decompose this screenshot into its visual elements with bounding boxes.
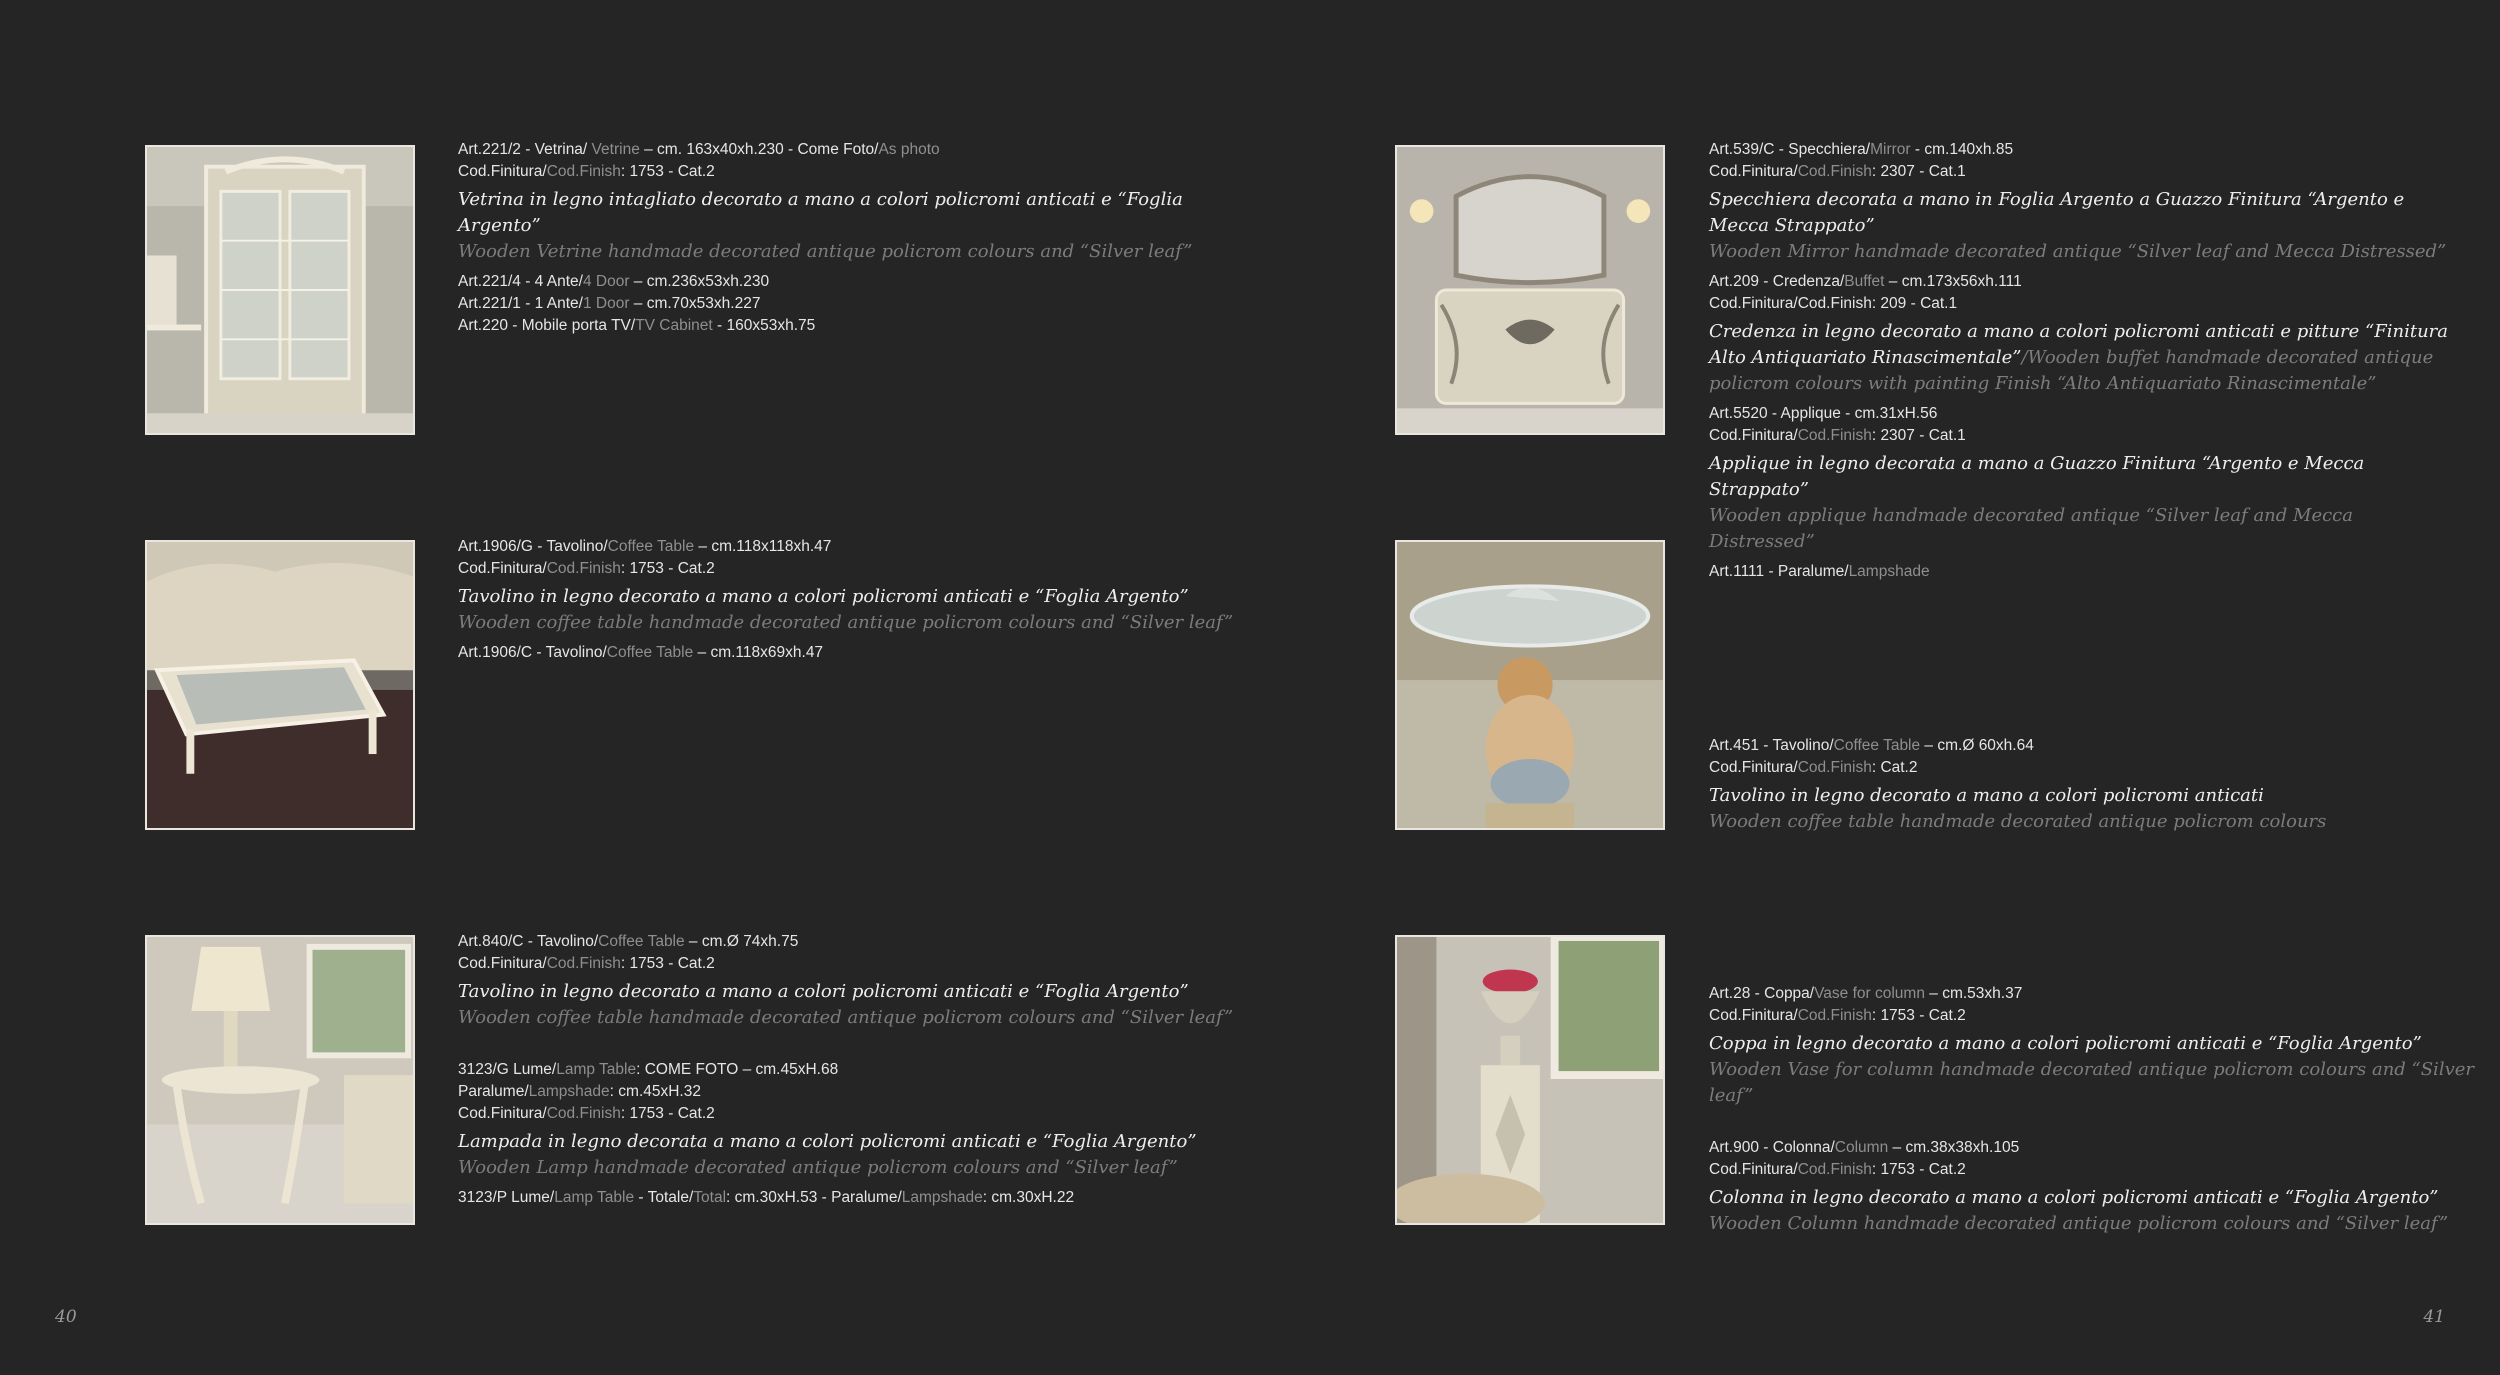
item-coppa-colonna [1709, 983, 2489, 1243]
item-451-desc-it: Tavolino in legno decorato a mano a colori policromi anticati [1709, 785, 2264, 806]
item-1906-desc-it: Tavolino in legno decorato a mano a colori policromi anticati e “Foglia Argento” [458, 586, 1189, 607]
item-lume-desc-en: Wooden Lamp handmade decorated antique policrom colours and “Silver leaf” [458, 1157, 1178, 1178]
item-28-desc-it: Coppa in legno decorato a mano a colori policromi anticati e “Foglia Argento” [1709, 1033, 2422, 1054]
photo-vase-column [1395, 935, 1665, 1225]
item-451-title: Art.451 - Tavolino/Coffee Table – cm.Ø 60xh.64 [1709, 737, 2034, 754]
item-900-desc-it: Colonna in legno decorato a mano a colori policromi anticati e “Foglia Argento” [1709, 1187, 2439, 1208]
photo-vetrina [145, 145, 415, 435]
item-209-desc [1709, 319, 2459, 397]
item-539-desc-it: Specchiera decorata a mano in Foglia Argento a Guazzo Finitura “Argento e Mecca Strappato” [1709, 189, 2405, 236]
item-tavolino-840 [458, 931, 1238, 1209]
item-209-desc-it: Credenza in legno decorato a mano a colori policromi anticati e pitture “Finitura Alto Antiquariato Rinascimentale” [1709, 321, 2448, 368]
item-900-desc-en: Wooden Column handmade decorated antique policrom colours and “Silver leaf” [1709, 1213, 2449, 1234]
item-209-title: Art.209 - Credenza/Buffet – cm.173x56xh.111 [1709, 273, 2022, 290]
item-840-title: Art.840/C - Tavolino/Coffee Table – cm.Ø 74xh.75 [458, 933, 799, 950]
item-lume-desc-it: Lampada in legno decorata a mano a colori policromi anticati e “Foglia Argento” [458, 1131, 1197, 1152]
item-28-desc-en: Wooden Vase for column handmade decorated antique policrom colours and “Silver leaf” [1709, 1059, 2474, 1106]
photo-coffee-table-1906 [145, 540, 415, 830]
item-900-title: Art.900 - Colonna/Column – cm.38x38xh.105 [1709, 1139, 2020, 1156]
item-451-finish: Cod.Finitura/Cod.Finish: Cat.2 [1709, 759, 1918, 776]
photo-mirror-buffet [1395, 145, 1665, 435]
item-1906-finish: Cod.Finitura/Cod.Finish: 1753 - Cat.2 [458, 560, 715, 577]
item-vetrina [458, 139, 1238, 337]
item-1906-desc-en: Wooden coffee table handmade decorated antique policrom colours and “Silver leaf” [458, 612, 1234, 633]
item-840-finish: Cod.Finitura/Cod.Finish: 1753 - Cat.2 [458, 955, 715, 972]
item-1111-title: Art.1111 - Paralume/Lampshade [1709, 563, 1930, 580]
item-vetrina-finish: Cod.Finitura/Cod.Finish: 1753 - Cat.2 [458, 163, 715, 180]
item-lume-variant: 3123/P Lume/Lamp Table - Totale/Total: cm.30xH.53 - Paralume/Lampshade: cm.30xH.22 [458, 1189, 1075, 1206]
item-28-title: Art.28 - Coppa/Vase for column – cm.53xh.37 [1709, 985, 2023, 1002]
item-vetrina-variant-3: Art.220 - Mobile porta TV/TV Cabinet - 160x53xh.75 [458, 317, 816, 334]
item-vetrina-desc-en: Wooden Vetrine handmade decorated antique policrom colours and “Silver leaf” [458, 241, 1193, 262]
item-1906-title: Art.1906/G - Tavolino/Coffee Table – cm.118x118xh.47 [458, 538, 832, 555]
item-vetrina-variant-2: Art.221/1 - 1 Ante/1 Door – cm.70x53xh.227 [458, 295, 761, 312]
item-209-finish: Cod.Finitura/Cod.Finish: 209 - Cat.1 [1709, 295, 1958, 312]
item-539-title: Art.539/C - Specchiera/Mirror - cm.140xh.85 [1709, 141, 2014, 158]
item-209-desc-en: /Wooden buffet handmade decorated antique policrom colours with painting Finish “Alto Antiquariato Rinascimentale” [1709, 347, 2434, 394]
item-900-finish: Cod.Finitura/Cod.Finish: 1753 - Cat.2 [1709, 1161, 1966, 1178]
item-lume-finish: Cod.Finitura/Cod.Finish: 1753 - Cat.2 [458, 1105, 715, 1122]
item-5520-title: Art.5520 - Applique - cm.31xH.56 [1709, 405, 1938, 422]
item-539-desc-en: Wooden Mirror handmade decorated antique “Silver leaf and Mecca Distressed” [1709, 241, 2447, 262]
item-451-desc-en: Wooden coffee table handmade decorated antique policrom colours [1709, 811, 2327, 832]
item-840-desc-en: Wooden coffee table handmade decorated antique policrom colours and “Silver leaf” [458, 1007, 1234, 1028]
item-28-finish: Cod.Finitura/Cod.Finish: 1753 - Cat.2 [1709, 1007, 1966, 1024]
page-number-left: 40 [55, 1307, 77, 1327]
item-tavolino-451 [1709, 735, 2489, 841]
item-lume-shade: Paralume/Lampshade: cm.45xH.32 [458, 1083, 701, 1100]
item-539-finish: Cod.Finitura/Cod.Finish: 2307 - Cat.1 [1709, 163, 1966, 180]
item-5520-finish: Cod.Finitura/Cod.Finish: 2307 - Cat.1 [1709, 427, 1966, 444]
item-vetrina-desc-it: Vetrina in legno intagliato decorato a mano a colori policromi anticati e “Foglia Argento” [458, 189, 1183, 236]
photo-coffee-table-840 [145, 935, 415, 1225]
page-number-right: 41 [2423, 1307, 2445, 1327]
item-1906-variant: Art.1906/C - Tavolino/Coffee Table – cm.118x69xh.47 [458, 644, 824, 661]
item-tavolino-1906 [458, 536, 1238, 664]
photo-coffee-table-451 [1395, 540, 1665, 830]
item-lume-title: 3123/G Lume/Lamp Table: COME FOTO – cm.45xH.68 [458, 1061, 839, 1078]
item-840-desc-it: Tavolino in legno decorato a mano a colori policromi anticati e “Foglia Argento” [458, 981, 1189, 1002]
item-5520-desc-it: Applique in legno decorata a mano a Guazzo Finitura “Argento e Mecca Strappato” [1709, 453, 2365, 500]
item-vetrina-title: Art.221/2 - Vetrina/ Vetrine – cm. 163x40xh.230 - Come Foto/As photo [458, 141, 940, 158]
item-5520-desc-en: Wooden applique handmade decorated antique “Silver leaf and Mecca Distressed” [1709, 505, 2353, 552]
item-vetrina-variant-1: Art.221/4 - 4 Ante/4 Door – cm.236x53xh.230 [458, 273, 770, 290]
item-specchiera [1709, 139, 2459, 583]
